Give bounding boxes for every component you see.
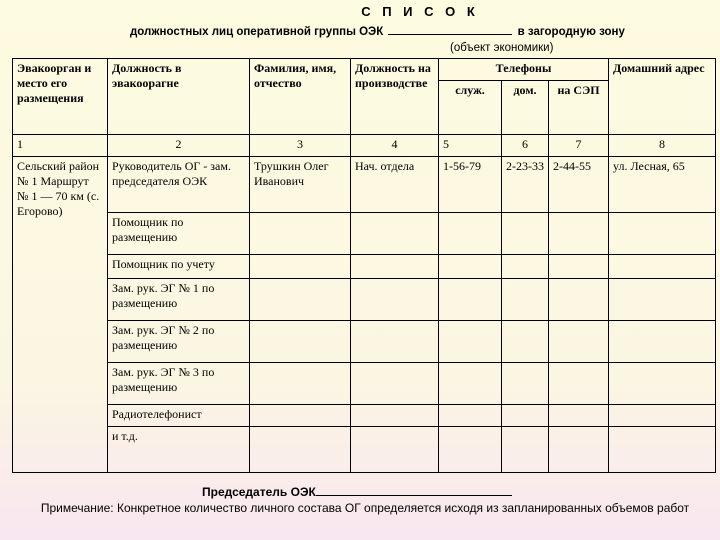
- fio-cell: [250, 321, 351, 363]
- position-cell: Руководитель ОГ - зам. председателя ОЭК: [108, 157, 250, 213]
- phone-sep-cell: [549, 405, 609, 427]
- phone-home-cell: [502, 255, 549, 279]
- footnote: Примечание: Конкретное количество личного состава ОГ определяется исходя из запланированных объемов работ: [40, 501, 690, 515]
- object-name-blank: [388, 24, 512, 35]
- phone-work-cell: [439, 405, 502, 427]
- col-number-6: 6: [502, 135, 549, 157]
- table-row: [13, 255, 716, 279]
- table-row: [13, 157, 716, 213]
- table-row: [13, 427, 716, 473]
- document-title: С П И С О К: [361, 4, 479, 19]
- phone-sep-cell: [549, 363, 609, 405]
- position-cell: и т.д.: [108, 427, 250, 473]
- chairman-signature-line: [202, 484, 512, 499]
- phone-sep-cell: [549, 321, 609, 363]
- address-cell: [609, 213, 716, 255]
- phone-work-cell: [439, 427, 502, 473]
- phone-home-cell: [502, 427, 549, 473]
- prod-position-cell: Нач. отдела: [351, 157, 439, 213]
- phone-sep-cell: [549, 255, 609, 279]
- header-position: Должность в эвакоорагне: [108, 59, 250, 135]
- phone-work-cell: [439, 363, 502, 405]
- chairman-label: Председатель ОЭК: [202, 485, 316, 499]
- subtitle-suffix: в загородную зону: [517, 26, 625, 38]
- address-cell: [609, 427, 716, 473]
- position-cell: Помощник по размещению: [108, 213, 250, 255]
- prod-position-cell: [351, 213, 439, 255]
- phone-work-cell: [439, 213, 502, 255]
- header-evac: Эвакоорган и место его размещения: [13, 59, 108, 135]
- fio-cell: [250, 363, 351, 405]
- header-phone-home: дом.: [502, 81, 549, 135]
- phone-work-cell: [439, 279, 502, 321]
- phone-work-cell: 1-56-79: [439, 157, 502, 213]
- prod-position-cell: [351, 255, 439, 279]
- prod-position-cell: [351, 427, 439, 473]
- table-row: [13, 321, 716, 363]
- header-fio: Фамилия, имя, отчество: [250, 59, 351, 135]
- col-number-5: 5: [439, 135, 502, 157]
- phone-home-cell: [502, 321, 549, 363]
- position-cell: Радиотелефонист: [108, 405, 250, 427]
- phone-home-cell: 2-23-33: [502, 157, 549, 213]
- prod-position-cell: [351, 279, 439, 321]
- document-subtitle: [130, 24, 625, 38]
- phone-sep-cell: 2-44-55: [549, 157, 609, 213]
- phone-home-cell: [502, 279, 549, 321]
- prod-position-cell: [351, 321, 439, 363]
- col-number-2: 2: [108, 135, 250, 157]
- fio-cell: [250, 279, 351, 321]
- address-cell: ул. Лесная, 65: [609, 157, 716, 213]
- phone-home-cell: [502, 363, 549, 405]
- header-address: Домашний адрес: [609, 59, 716, 135]
- prod-position-cell: [351, 363, 439, 405]
- header-phones: Телефоны: [439, 59, 609, 81]
- col-number-7: 7: [549, 135, 609, 157]
- header-phone-sep: на СЭП: [549, 81, 609, 135]
- address-cell: [609, 255, 716, 279]
- position-cell: Помощник по учету: [108, 255, 250, 279]
- address-cell: [609, 363, 716, 405]
- object-caption: (объект экономики): [450, 42, 554, 54]
- phone-sep-cell: [549, 279, 609, 321]
- evac-place-cell: Сельский район № 1 Маршрут № 1 — 70 км (с. Егорово): [13, 157, 108, 473]
- col-number-4: 4: [351, 135, 439, 157]
- phone-work-cell: [439, 255, 502, 279]
- phone-sep-cell: [549, 427, 609, 473]
- position-cell: Зам. рук. ЭГ № 2 по размещению: [108, 321, 250, 363]
- phone-work-cell: [439, 321, 502, 363]
- table-row: [13, 213, 716, 255]
- fio-cell: [250, 405, 351, 427]
- fio-cell: [250, 427, 351, 473]
- col-number-1: 1: [13, 135, 108, 157]
- table-row: [13, 279, 716, 321]
- phone-sep-cell: [549, 213, 609, 255]
- signature-blank: [316, 484, 512, 496]
- prod-position-cell: [351, 405, 439, 427]
- position-cell: Зам. рук. ЭГ № 3 по размещению: [108, 363, 250, 405]
- table-row: [13, 405, 716, 427]
- address-cell: [609, 279, 716, 321]
- header-prod-position: Должность на производстве: [351, 59, 439, 135]
- address-cell: [609, 321, 716, 363]
- col-number-8: 8: [609, 135, 716, 157]
- phone-home-cell: [502, 405, 549, 427]
- position-cell: Зам. рук. ЭГ № 1 по размещению: [108, 279, 250, 321]
- fio-cell: [250, 255, 351, 279]
- fio-cell: Трушкин Олег Иванович: [250, 157, 351, 213]
- column-number-row: [13, 135, 716, 157]
- phone-home-cell: [502, 213, 549, 255]
- subtitle-prefix: должностных лиц оперативной группы ОЭК: [130, 26, 384, 38]
- col-number-3: 3: [250, 135, 351, 157]
- header-phone-work: служ.: [439, 81, 502, 135]
- table-row: [13, 363, 716, 405]
- address-cell: [609, 405, 716, 427]
- personnel-table: [12, 58, 716, 473]
- fio-cell: [250, 213, 351, 255]
- header-row-1: [13, 59, 716, 81]
